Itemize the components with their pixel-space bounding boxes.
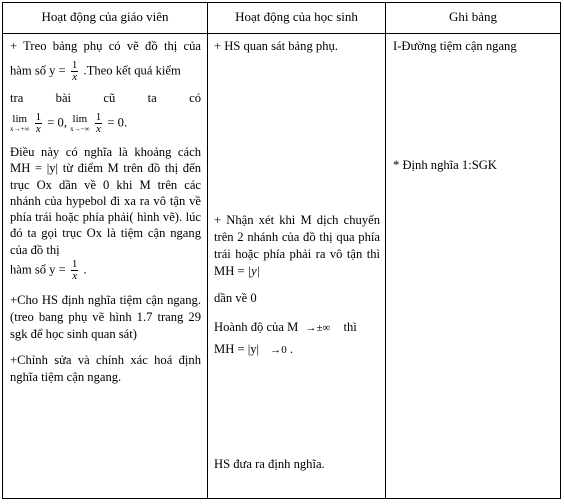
student-s2-end: dần về 0 — [214, 291, 257, 305]
student-s3-line1 — [214, 319, 380, 337]
table-border-left — [2, 2, 3, 499]
header-board-notes: Ghi bảng — [448, 9, 498, 24]
abs-y: |y| — [247, 264, 261, 278]
student-s2-text — [214, 212, 380, 280]
limit-minus-infinity — [70, 114, 89, 134]
arrow-to-infinity: →±∞ — [305, 322, 331, 334]
fraction-one-over-x — [71, 259, 79, 282]
text-fragment: .Theo kết quả kiểm — [83, 63, 181, 78]
lim-word: lim — [72, 112, 88, 125]
teacher-p2-text: Điều này có nghĩa là khoảng cách MH = |y| từ điểm M trên đồ thị đến trục Ox dần về 0 khi M trên các nhánh của hypebol đi xa ra vô tận về phía trái hoặc phía phải( hình vẽ). lúc đó ta gọi trục Ox là tiệm cận ngang của đồ thị — [10, 145, 201, 257]
text-fragment: thì — [343, 320, 357, 334]
limit-plus-infinity — [10, 114, 29, 134]
teacher-p3-text: +Cho HS định nghĩa tiệm cận ngang.(treo bang phụ vẽ hình 1.7 trang 29 sgk để học sinh quan sát) — [10, 293, 201, 342]
table-border-top — [2, 2, 560, 3]
teacher-p1-line2 — [10, 60, 201, 83]
text-fragment: . — [289, 342, 294, 356]
teacher-p1-line3: tra bài cũ ta có — [10, 91, 201, 105]
board-b1: I-Đường tiệm cận ngang — [393, 39, 517, 53]
lim-word: lim — [12, 112, 28, 125]
fraction-one-over-x — [71, 60, 79, 83]
fraction-denominator: x — [96, 123, 101, 135]
lim-subscript: x→−∞ — [70, 124, 90, 133]
text-fragment: Hoành độ của M — [214, 320, 299, 334]
teacher-p2-end — [10, 259, 201, 282]
student-s4: HS đưa ra định nghĩa. — [214, 457, 325, 471]
fraction-one-over-x — [95, 112, 103, 135]
column-divider-1 — [207, 2, 208, 499]
header-divider — [2, 33, 560, 34]
fraction-numerator: 1 — [35, 111, 42, 123]
teacher-p4-text: +Chỉnh sửa và chính xác hoá định nghĩa tiệm cận ngang. — [10, 353, 201, 385]
table-border-bottom — [2, 498, 560, 499]
fraction-denominator: x — [35, 123, 41, 135]
student-s1: + HS quan sát bảng phụ. — [214, 39, 338, 53]
text-fragment: = 0, — [47, 115, 67, 130]
fraction-denominator: x — [72, 71, 78, 83]
limit-formula — [10, 112, 201, 135]
student-s3-line2 — [214, 341, 380, 359]
text-fragment: . — [83, 262, 87, 277]
text-fragment: = 0. — [107, 115, 128, 130]
teacher-column — [10, 38, 201, 386]
arrow-to-zero: →0 — [270, 344, 287, 356]
text-fragment: hàm số y = — [10, 63, 66, 78]
fraction-denominator: x — [72, 270, 78, 283]
table-border-right — [560, 2, 561, 499]
header-teacher-activity: Hoạt động của giáo viên — [41, 9, 169, 24]
text-fragment: hàm số y = — [10, 262, 66, 277]
text-fragment: MH = |y| — [214, 342, 260, 356]
text-fragment: + Nhận xét khi M dịch chuyển trên 2 nhánh của đồ thị qua phía trái hoặc phía phải ra vô tận thì MH = — [214, 213, 380, 278]
column-divider-2 — [385, 2, 386, 499]
fraction-numerator: 1 — [95, 111, 102, 123]
lim-subscript: x→+∞ — [10, 124, 30, 133]
header-student-activity: Hoạt động của học sinh — [235, 9, 358, 24]
student-s3 — [214, 319, 380, 359]
fraction-one-over-x — [35, 112, 43, 135]
teacher-p1-line1: + Treo bảng phụ có vẽ đồ thị của — [10, 39, 201, 53]
fraction-numerator: 1 — [71, 258, 78, 271]
board-b2: * Định nghĩa 1:SGK — [393, 158, 497, 172]
fraction-numerator: 1 — [71, 59, 78, 71]
